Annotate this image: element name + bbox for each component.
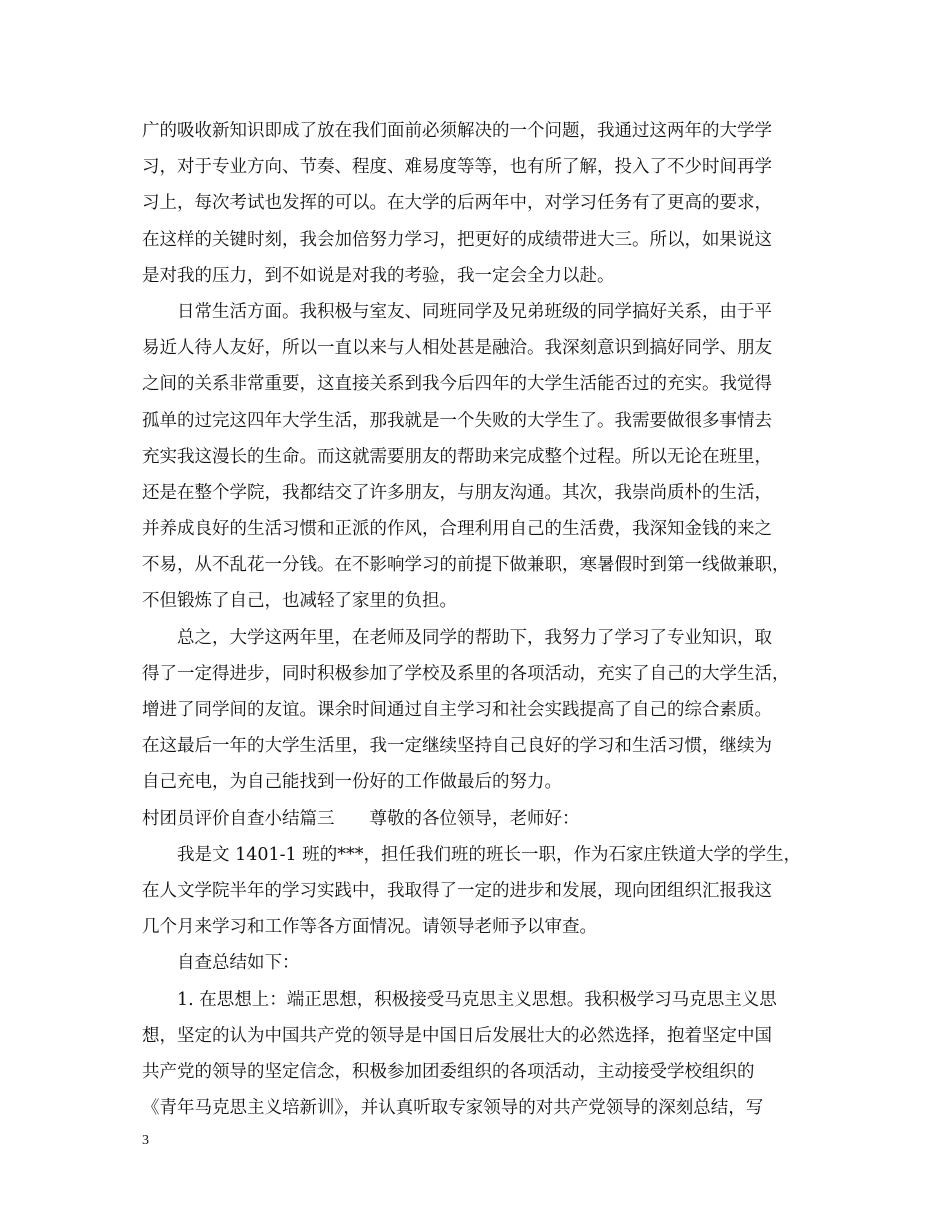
text-line: 日常生活方面。我积极与室友、同班同学及兄弟班级的同学搞好关系，由于平 — [177, 301, 772, 322]
text-line: 1. 在思想上：端正思想，积极接受马克思主义思想。我积极学习马克思主义思 — [177, 989, 777, 1010]
text-line: 充实我这漫长的生命。而这就需要朋友的帮助来完成整个过程。所以无论在班里， — [142, 446, 772, 467]
text-line: 不易，从不乱花一分钱。在不影响学习的前提下做兼职，寒暑假时到第一线做兼职， — [142, 555, 790, 576]
text-line: 还是在整个学院，我都结交了许多朋友，与朋友沟通。其次，我崇尚质朴的生活， — [142, 482, 772, 503]
text-line: 总之，大学这两年里，在老师及同学的帮助下，我努力了学习了专业知识，取 — [177, 627, 772, 648]
section-heading: 村团员评价自查小结篇三 尊敬的各位领导，老师好： — [142, 808, 580, 829]
text-line: 不但锻炼了自己，也减轻了家里的负担。 — [142, 591, 457, 612]
text-line: 在这最后一年的大学生活里，我一定继续坚持自己良好的学习和生活习惯，继续为 — [142, 736, 772, 757]
text-line: 在人文学院半年的学习实践中，我取得了一定的进步和发展，现向团组织汇报我这 — [142, 880, 772, 901]
text-line: 之间的关系非常重要，这直接关系到我今后四年的大学生活能否过的充实。我觉得 — [142, 374, 772, 395]
text-line: 想，坚定的认为中国共产党的领导是中国日后发展壮大的必然选择，抱着坚定中国 — [142, 1025, 772, 1046]
text-line: 习上，每次考试也发挥的可以。在大学的后两年中，对学习任务有了更高的要求， — [142, 193, 772, 214]
text-line: 在这样的关键时刻，我会加倍努力学习，把更好的成绩带进大三。所以，如果说这 — [142, 229, 772, 250]
text-line: 广的吸收新知识即成了放在我们面前必须解决的一个问题，我通过这两年的大学学 — [142, 121, 772, 141]
text-line: 习，对于专业方向、节奏、程度、难易度等等，也有所了解，投入了不少时间再学 — [142, 157, 772, 178]
text-line: 自己充电，为自己能找到一份好的工作做最后的努力。 — [142, 772, 562, 793]
text-line: 自查总结如下： — [177, 953, 300, 974]
text-line: 是对我的压力，到不如说是对我的考验，我一定会全力以赴。 — [142, 265, 615, 286]
text-line: 得了一定得进步，同时积极参加了学校及系里的各项活动，充实了自己的大学生活， — [142, 663, 790, 684]
text-line: 《青年马克思主义培新训》，并认真听取专家领导的对共产党领导的深刻总结，写 — [142, 1098, 764, 1119]
text-line: 易近人待人友好，所以一直以来与人相处甚是融洽。我深刻意识到搞好同学、朋友 — [142, 338, 772, 359]
text-line: 增进了同学间的友谊。课余时间通过自主学习和社会实践提高了自己的综合素质。 — [142, 700, 772, 720]
text-line: 几个月来学习和工作等各方面情况。请领导老师予以审查。 — [142, 917, 597, 938]
text-line: 孤单的过完这四年大学生活，那我就是一个失败的大学生了。我需要做很多事情去 — [142, 410, 772, 431]
text-line: 并养成良好的生活习惯和正派的作风，合理利用自己的生活费，我深知金钱的来之 — [142, 519, 772, 540]
body-text — [142, 113, 822, 1126]
text-line: 共产党的领导的坚定信念，积极参加团委组织的各项活动，主动接受学校组织的 — [142, 1061, 755, 1082]
text-line: 我是文 1401-1 班的***，担任我们班的班长一职，作为石家庄铁道大学的学生， — [177, 844, 801, 865]
page-number: 3 — [142, 1133, 149, 1148]
